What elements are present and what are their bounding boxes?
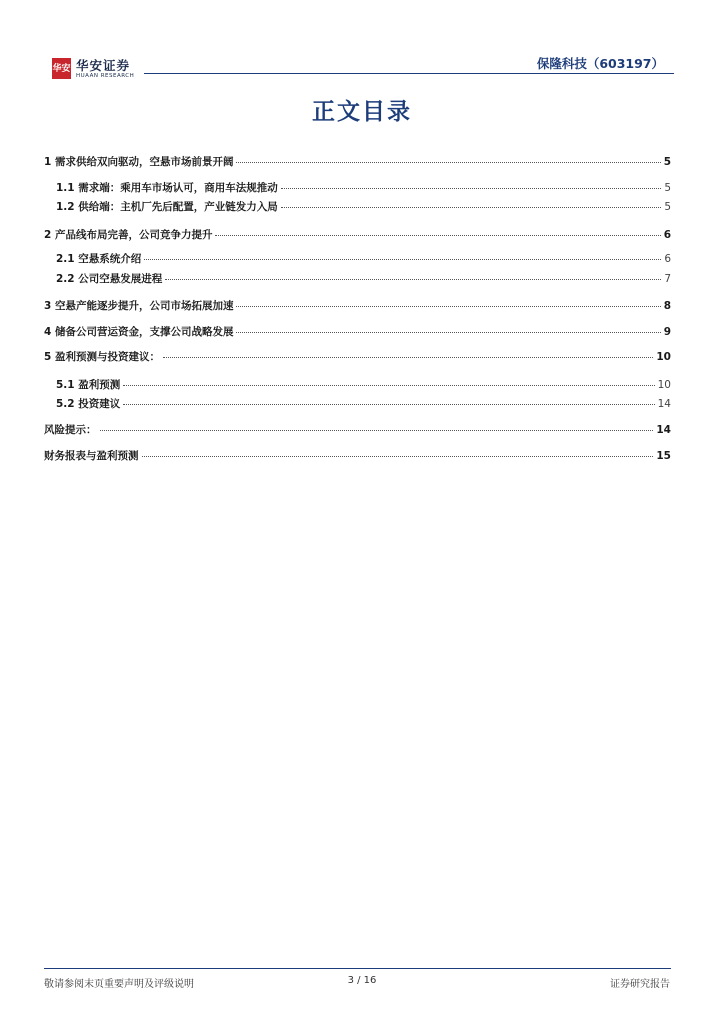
toc-dot-leader	[281, 188, 662, 189]
toc-entry-page: 7	[664, 273, 671, 285]
toc-entry-title: 2 产品线布局完善，公司竞争力提升	[44, 229, 213, 241]
toc-entry-page: 6	[663, 229, 671, 241]
company-stock-title: 保隆科技（603197）	[536, 56, 664, 71]
footer-divider	[44, 968, 671, 969]
logo-english-name: HUAAN RESEARCH	[76, 73, 135, 79]
toc-entry[interactable]	[44, 448, 671, 463]
toc-entry-page: 8	[663, 300, 671, 312]
toc-entry-title: 1.2 供给端：主机厂先后配置，产业链发力入局	[56, 201, 278, 213]
toc-dot-leader	[123, 385, 654, 386]
company-logo	[52, 58, 134, 80]
logo-seal-text: 华安	[52, 63, 71, 74]
toc-entry-page: 14	[656, 424, 671, 436]
toc-entry[interactable]	[56, 377, 671, 392]
toc-dot-leader	[236, 306, 660, 307]
footer-report-type: 证券研究报告	[610, 979, 670, 990]
logo-chinese-name: 华安证券	[76, 58, 131, 73]
toc-entry[interactable]	[44, 298, 671, 313]
toc-entry-title: 3 空悬产能逐步提升，公司市场拓展加速	[44, 300, 234, 312]
toc-dot-leader	[163, 357, 653, 358]
header-divider	[144, 73, 674, 74]
logo-seal	[52, 58, 71, 79]
toc-entry-page: 10	[657, 379, 671, 391]
page-title: 正文目录	[312, 98, 412, 125]
toc-entry-title: 5 盈利预测与投资建议：	[44, 351, 160, 363]
toc-dot-leader	[236, 332, 660, 333]
toc-entry-page: 10	[656, 351, 671, 363]
toc-entry[interactable]	[56, 199, 671, 214]
footer-disclaimer: 敬请参阅末页重要声明及评级说明	[44, 979, 194, 990]
toc-entry[interactable]	[44, 349, 671, 364]
toc-dot-leader	[144, 259, 661, 260]
toc-entry[interactable]	[56, 251, 671, 266]
toc-entry[interactable]	[56, 180, 671, 195]
toc-entry-title: 2.2 公司空悬发展进程	[56, 273, 163, 285]
toc-entry-page: 14	[657, 398, 671, 410]
toc-entry[interactable]	[44, 227, 671, 242]
toc-dot-leader	[100, 430, 654, 431]
toc-entry-page: 6	[664, 253, 671, 265]
toc-dot-leader	[215, 235, 660, 236]
toc-entry-page: 5	[664, 182, 671, 194]
toc-entry-title: 2.1 空悬系统介绍	[56, 253, 142, 265]
toc-dot-leader	[142, 456, 654, 457]
toc-entry-title: 1.1 需求端：乘用车市场认可，商用车法规推动	[56, 182, 278, 194]
toc-dot-leader	[281, 207, 662, 208]
toc-entry-page: 15	[656, 450, 671, 462]
toc-entry-title: 财务报表与盈利预测	[44, 450, 139, 462]
toc-entry[interactable]	[44, 422, 671, 437]
toc-entry[interactable]	[44, 324, 671, 339]
toc-entry[interactable]	[56, 271, 671, 286]
toc-dot-leader	[165, 279, 661, 280]
toc-dot-leader	[123, 404, 654, 405]
toc-entry-title: 1 需求供给双向驱动，空悬市场前景开阔	[44, 156, 234, 168]
toc-entry[interactable]	[44, 154, 671, 169]
toc-entry[interactable]	[56, 396, 671, 411]
page-number: 3 / 16	[347, 975, 377, 986]
toc-entry-page: 9	[663, 326, 671, 338]
toc-entry-page: 5	[664, 201, 671, 213]
page-header	[52, 54, 674, 88]
toc-dot-leader	[236, 162, 660, 163]
toc-entry-title: 5.2 投资建议	[56, 398, 121, 410]
toc-entry-title: 5.1 盈利预测	[56, 379, 121, 391]
toc-entry-title: 4 储备公司营运资金，支撑公司战略发展	[44, 326, 234, 338]
toc-entry-title: 风险提示：	[44, 424, 97, 436]
toc-entry-page: 5	[663, 156, 671, 168]
